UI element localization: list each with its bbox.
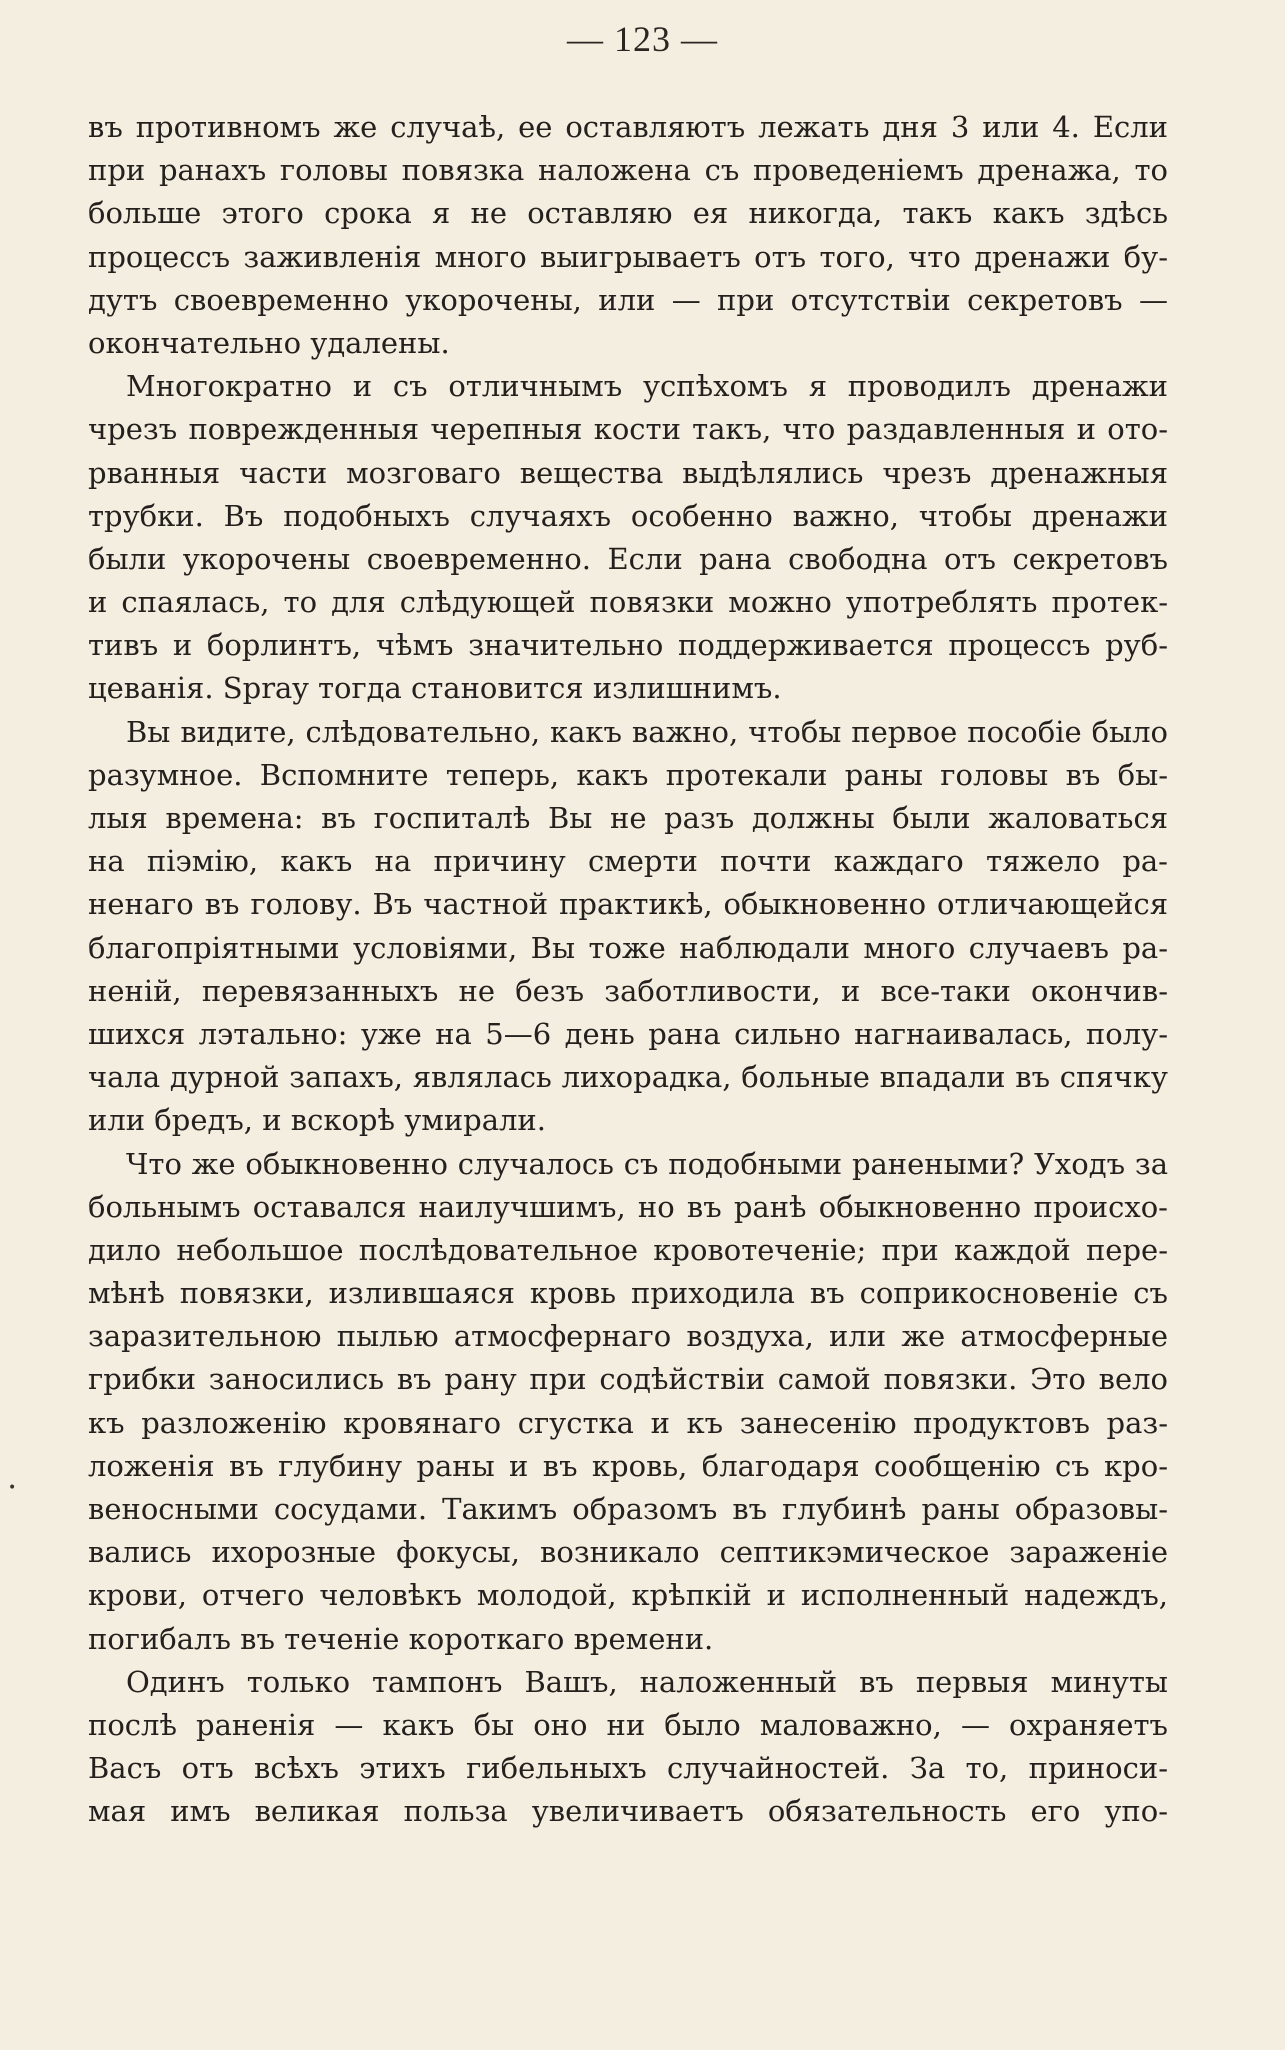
text-line: дутъ своевременно укорочены, или — при отсутствіи секретовъ —	[88, 282, 1168, 317]
text-line: заразительною пылью атмосфернаго воздуха, или же атмосферные	[88, 1319, 1168, 1354]
text-line: Многократно и съ отличнымъ успѣхомъ я проводилъ дренажи	[126, 369, 1168, 404]
text-line: погибалъ въ теченіе короткаго времени.	[88, 1621, 714, 1656]
text-line: цеванія. Spray тогда становится излишнимъ.	[88, 671, 782, 706]
text-line: вались ихорозные фокусы, возникало септикэмическое зараженіе	[88, 1535, 1168, 1570]
text-line: больше этого срока я не оставляю ея никогда, такъ какъ здѣсь	[88, 196, 1168, 231]
text-line: крови, отчего человѣкъ молодой, крѣпкій и исполненный надеждъ,	[88, 1578, 1168, 1613]
body-text	[88, 106, 1168, 1834]
text-line: Одинъ только тампонъ Вашъ, наложенный въ первыя минуты	[126, 1664, 1168, 1699]
text-line: на піэмію, какъ на причину смерти почти каждаго тяжело ра-	[88, 844, 1168, 879]
text-line: чала дурной запахъ, являлась лихорадка, больные впадали въ спячку	[88, 1060, 1168, 1095]
margin-mark: •	[8, 1480, 17, 1496]
text-line: лыя времена: въ госпиталѣ Вы не разъ должны были жаловаться	[88, 801, 1168, 835]
text-line: къ разложенію кровянаго сгустка и къ занесенію продуктовъ раз-	[88, 1405, 1168, 1440]
text-line: трубки. Въ подобныхъ случаяхъ особенно важно, чтобы дренажи	[88, 498, 1168, 533]
text-line: процессъ заживленія много выигрываетъ отъ того, что дренажи бу-	[88, 239, 1168, 274]
text-line: веносными сосудами. Такимъ образомъ въ глубинѣ раны образовы-	[88, 1492, 1168, 1526]
text-line: благопріятными условіями, Вы тоже наблюдали много случаевъ ра-	[88, 930, 1168, 965]
text-line: дило небольшое послѣдовательное кровотеченіе; при каждой пере-	[88, 1232, 1168, 1267]
text-line: и спаялась, то для слѣдующей повязки можно употреблять протек-	[88, 585, 1168, 620]
text-line: въ противномъ же случаѣ, ее оставляютъ лежать дня 3 или 4. Если	[88, 110, 1168, 144]
text-line: неній, перевязанныхъ не безъ заботливости, и все-таки окончив-	[88, 973, 1168, 1008]
text-line: при ранахъ головы повязка наложена съ проведеніемъ дренажа, то	[88, 153, 1168, 188]
text-line: Васъ отъ всѣхъ этихъ гибельныхъ случайностей. За то, приноси-	[88, 1751, 1168, 1786]
text-line: Вы видите, слѣдовательно, какъ важно, чтобы первое пособіе было	[126, 714, 1168, 749]
text-line: рванныя части мозговаго вещества выдѣлялись чрезъ дренажныя	[88, 455, 1168, 490]
text-line: ложенія въ глубину раны и въ кровь, благодаря сообщенію съ кро-	[88, 1448, 1168, 1483]
text-line: грибки заносились въ рану при содѣйствіи самой повязки. Это вело	[88, 1362, 1168, 1397]
text-line: послѣ раненія — какъ бы оно ни было маловажно, — охраняетъ	[88, 1707, 1168, 1742]
text-line: были укорочены своевременно. Если рана свободна отъ секретовъ	[88, 541, 1168, 576]
text-line: мая имъ великая польза увеличиваетъ обязательность его упо-	[88, 1794, 1168, 1829]
text-line: чрезъ поврежденныя черепныя кости такъ, что раздавленныя и ото-	[88, 412, 1168, 447]
text-line: разумное. Вспомните теперь, какъ протекали раны головы въ бы-	[88, 757, 1168, 792]
text-line: шихся лэтально: уже на 5—6 день рана сильно нагнаивалась, полу-	[88, 1016, 1168, 1051]
text-line: тивъ и борлинтъ, чѣмъ значительно поддерживается процессъ руб-	[88, 628, 1168, 663]
text-line: ненаго въ голову. Въ частной практикѣ, обыкновенно отличающейся	[88, 887, 1168, 922]
text-line: Что же обыкновенно случалось съ подобными ранеными? Уходъ за	[126, 1146, 1168, 1181]
text-line: или бредъ, и вскорѣ умирали.	[88, 1103, 546, 1138]
text-line: мѣнѣ повязки, излившаяся кровь приходила въ соприкосновеніе съ	[88, 1276, 1168, 1311]
text-line: окончательно удалены.	[88, 325, 450, 360]
text-line: больнымъ оставался наилучшимъ, но въ ранѣ обыкновенно происхо-	[88, 1189, 1168, 1224]
page-number: — 123 —	[567, 19, 718, 59]
